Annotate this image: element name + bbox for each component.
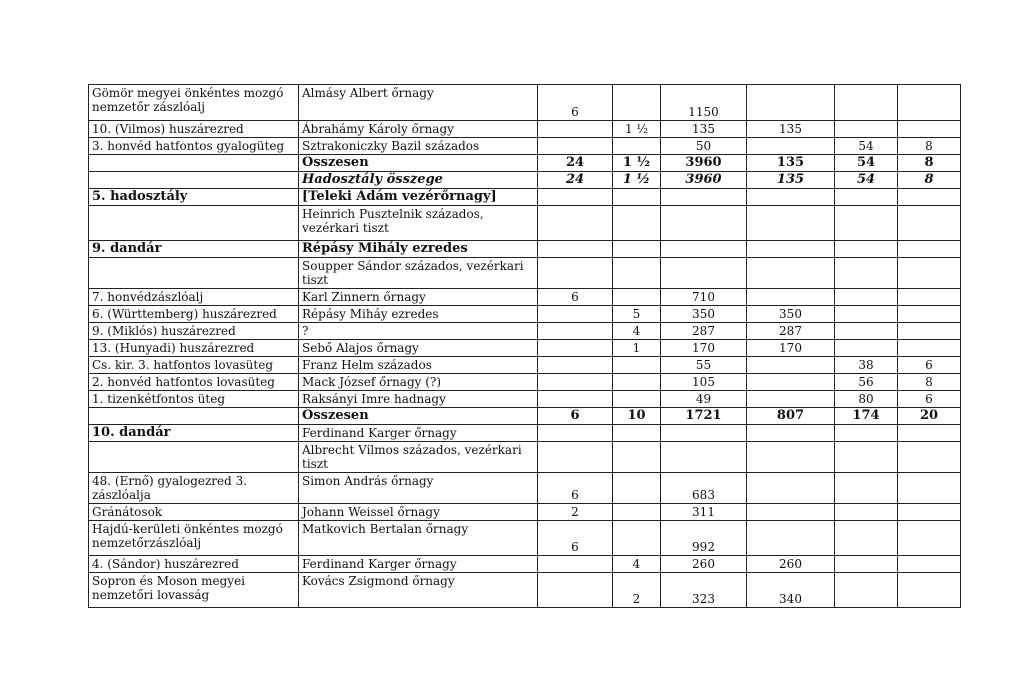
cell-value (835, 241, 898, 258)
cell-value (747, 473, 835, 504)
cell-value: 54 (835, 138, 898, 155)
table-row (89, 340, 961, 357)
cell-value (538, 306, 613, 323)
cell-value (835, 425, 898, 442)
cell-unit: 7. honvédzászlóalj (89, 289, 299, 306)
cell-value (613, 374, 661, 391)
cell-commander: ? (299, 323, 538, 340)
cell-value (898, 573, 961, 608)
table-row (89, 425, 961, 442)
table-row (89, 521, 961, 556)
table-row (89, 473, 961, 504)
table-row (89, 391, 961, 408)
cell-unit (89, 155, 299, 172)
cell-value (747, 241, 835, 258)
cell-unit: Sopron és Moson megyei nemzetőri lovasság (89, 573, 299, 608)
cell-value (613, 442, 661, 473)
table-row (89, 289, 961, 306)
cell-unit: 4. (Sándor) huszárezred (89, 556, 299, 573)
table-row (89, 121, 961, 138)
cell-commander: Mack József őrnagy (?) (299, 374, 538, 391)
cell-value: 683 (661, 473, 747, 504)
cell-unit: 9. (Miklós) huszárezred (89, 323, 299, 340)
cell-value (613, 504, 661, 521)
cell-value: 323 (661, 573, 747, 608)
cell-unit (89, 258, 299, 289)
cell-value: 6 (898, 357, 961, 374)
cell-value (747, 357, 835, 374)
table-row (89, 408, 961, 425)
table-row (89, 206, 961, 241)
cell-value: 6 (538, 85, 613, 121)
cell-value (538, 206, 613, 241)
cell-value (835, 289, 898, 306)
cell-unit (89, 408, 299, 425)
cell-value (835, 206, 898, 241)
cell-value: 8 (898, 138, 961, 155)
cell-value (661, 206, 747, 241)
cell-value (898, 306, 961, 323)
cell-value (538, 241, 613, 258)
cell-value: 49 (661, 391, 747, 408)
cell-value (538, 121, 613, 138)
cell-unit (89, 206, 299, 241)
cell-value: 287 (661, 323, 747, 340)
cell-value (898, 473, 961, 504)
cell-value: 6 (538, 473, 613, 504)
cell-value (835, 258, 898, 289)
cell-value: 24 (538, 155, 613, 172)
cell-value (835, 504, 898, 521)
cell-unit: 13. (Hunyadi) huszárezred (89, 340, 299, 357)
cell-value (613, 85, 661, 121)
cell-value: 2 (613, 573, 661, 608)
cell-commander: Almásy Albert őrnagy (299, 85, 538, 121)
cell-value (898, 504, 961, 521)
cell-value (538, 556, 613, 573)
cell-unit: 48. (Ernő) gyalogezred 3. zászlóalja (89, 473, 299, 504)
cell-value: 807 (747, 408, 835, 425)
cell-unit: Gránátosok (89, 504, 299, 521)
cell-value (898, 258, 961, 289)
cell-value (835, 306, 898, 323)
cell-value (898, 289, 961, 306)
cell-value: 1 ½ (613, 121, 661, 138)
table-row (89, 323, 961, 340)
table-row (89, 138, 961, 155)
cell-value: 3960 (661, 172, 747, 189)
cell-unit: 2. honvéd hatfontos lovasüteg (89, 374, 299, 391)
cell-value (835, 340, 898, 357)
cell-value (747, 374, 835, 391)
cell-value: 350 (661, 306, 747, 323)
cell-value (898, 241, 961, 258)
cell-commander: Albrecht Vilmos százados, vezérkari tiszt (299, 442, 538, 473)
cell-value: 260 (661, 556, 747, 573)
cell-unit: 3. honvéd hatfontos gyalogüteg (89, 138, 299, 155)
cell-value: 260 (747, 556, 835, 573)
cell-value (613, 138, 661, 155)
cell-value: 311 (661, 504, 747, 521)
cell-commander: Ferdinand Karger őrnagy (299, 556, 538, 573)
cell-unit: 9. dandár (89, 241, 299, 258)
cell-value (538, 442, 613, 473)
cell-value: 350 (747, 306, 835, 323)
cell-value (747, 521, 835, 556)
cell-value (898, 206, 961, 241)
cell-unit (89, 442, 299, 473)
cell-commander: Sebő Alajos őrnagy (299, 340, 538, 357)
cell-value: 135 (747, 121, 835, 138)
cell-value (538, 340, 613, 357)
cell-value (613, 425, 661, 442)
table-row (89, 573, 961, 608)
cell-value (747, 138, 835, 155)
cell-commander: Johann Weissel őrnagy (299, 504, 538, 521)
cell-value: 135 (747, 155, 835, 172)
cell-value (538, 357, 613, 374)
table-row (89, 442, 961, 473)
cell-value (747, 504, 835, 521)
cell-value: 56 (835, 374, 898, 391)
table-row (89, 504, 961, 521)
cell-value (613, 473, 661, 504)
cell-value (898, 442, 961, 473)
table-row (89, 189, 961, 206)
cell-value (538, 573, 613, 608)
cell-value (747, 189, 835, 206)
cell-value (898, 85, 961, 121)
cell-value (538, 374, 613, 391)
cell-value: 1 ½ (613, 155, 661, 172)
cell-value (835, 189, 898, 206)
cell-value (898, 189, 961, 206)
table-body (89, 85, 961, 608)
cell-commander: Összesen (299, 408, 538, 425)
cell-value (613, 206, 661, 241)
cell-value: 710 (661, 289, 747, 306)
cell-value (661, 189, 747, 206)
cell-value (835, 573, 898, 608)
cell-value (747, 289, 835, 306)
cell-value: 8 (898, 172, 961, 189)
cell-unit: Cs. kir. 3. hatfontos lovasüteg (89, 357, 299, 374)
cell-commander: Raksányi Imre hadnagy (299, 391, 538, 408)
cell-value: 170 (661, 340, 747, 357)
table-row (89, 556, 961, 573)
cell-commander: Répásy Miháy ezredes (299, 306, 538, 323)
cell-commander: Ábrahámy Károly őrnagy (299, 121, 538, 138)
cell-value (835, 473, 898, 504)
cell-value: 1721 (661, 408, 747, 425)
table-row (89, 85, 961, 121)
cell-unit: 10. (Vilmos) huszárezred (89, 121, 299, 138)
cell-value: 4 (613, 556, 661, 573)
cell-value: 8 (898, 155, 961, 172)
cell-value: 10 (613, 408, 661, 425)
table-row (89, 306, 961, 323)
cell-value: 105 (661, 374, 747, 391)
cell-commander: Összesen (299, 155, 538, 172)
cell-value (538, 258, 613, 289)
cell-unit: 6. (Württemberg) huszárezred (89, 306, 299, 323)
cell-value (835, 556, 898, 573)
cell-commander: Ferdinand Karger őrnagy (299, 425, 538, 442)
cell-value (898, 556, 961, 573)
cell-commander: [Teleki Ádám vezérőrnagy] (299, 189, 538, 206)
cell-commander: Soupper Sándor százados, vezérkari tiszt (299, 258, 538, 289)
cell-value (613, 357, 661, 374)
cell-value (538, 323, 613, 340)
cell-value (613, 289, 661, 306)
cell-value (613, 241, 661, 258)
cell-value (898, 121, 961, 138)
table-row (89, 241, 961, 258)
cell-value (538, 189, 613, 206)
cell-value: 8 (898, 374, 961, 391)
cell-value (747, 442, 835, 473)
cell-value: 6 (538, 408, 613, 425)
cell-value: 3960 (661, 155, 747, 172)
cell-value (747, 425, 835, 442)
cell-unit (89, 172, 299, 189)
cell-value: 1 ½ (613, 172, 661, 189)
cell-unit: Hajdú-kerületi önkéntes mozgó nemzetőrzászlóalj (89, 521, 299, 556)
cell-value (661, 425, 747, 442)
cell-commander: Kovács Zsigmond őrnagy (299, 573, 538, 608)
cell-value (613, 391, 661, 408)
cell-value: 38 (835, 357, 898, 374)
cell-unit: Gömör megyei önkéntes mozgó nemzetőr zászlóalj (89, 85, 299, 121)
cell-value: 992 (661, 521, 747, 556)
cell-commander: Matkovich Bertalan őrnagy (299, 521, 538, 556)
cell-value (538, 391, 613, 408)
cell-value (747, 258, 835, 289)
cell-commander: Franz Helm százados (299, 357, 538, 374)
cell-commander: Répásy Mihály ezredes (299, 241, 538, 258)
cell-value: 135 (661, 121, 747, 138)
cell-value: 54 (835, 155, 898, 172)
cell-value: 340 (747, 573, 835, 608)
cell-value: 4 (613, 323, 661, 340)
cell-value (835, 323, 898, 340)
cell-value: 80 (835, 391, 898, 408)
cell-value (835, 442, 898, 473)
cell-value: 135 (747, 172, 835, 189)
troop-table (88, 84, 961, 608)
cell-value: 24 (538, 172, 613, 189)
cell-value (898, 521, 961, 556)
cell-value: 6 (898, 391, 961, 408)
table-row (89, 357, 961, 374)
cell-value (538, 138, 613, 155)
cell-commander: Sztrakoniczky Bazil százados (299, 138, 538, 155)
table-row (89, 374, 961, 391)
cell-value: 5 (613, 306, 661, 323)
cell-value: 55 (661, 357, 747, 374)
table-row (89, 155, 961, 172)
cell-value (835, 521, 898, 556)
cell-value (898, 323, 961, 340)
cell-commander: Hadosztály összege (299, 172, 538, 189)
cell-value: 6 (538, 289, 613, 306)
cell-value (661, 442, 747, 473)
cell-value (747, 391, 835, 408)
cell-value: 54 (835, 172, 898, 189)
table-row (89, 172, 961, 189)
cell-value: 170 (747, 340, 835, 357)
cell-value: 2 (538, 504, 613, 521)
cell-value: 1 (613, 340, 661, 357)
cell-value: 174 (835, 408, 898, 425)
cell-value (538, 425, 613, 442)
cell-unit: 10. dandár (89, 425, 299, 442)
cell-commander: Karl Zinnern őrnagy (299, 289, 538, 306)
cell-value (835, 121, 898, 138)
cell-value: 50 (661, 138, 747, 155)
cell-value (898, 425, 961, 442)
cell-commander: Heinrich Pusztelnik százados, vezérkari tiszt (299, 206, 538, 241)
table-row (89, 258, 961, 289)
cell-unit: 1. tizenkétfontos üteg (89, 391, 299, 408)
cell-value (747, 85, 835, 121)
cell-value (835, 85, 898, 121)
cell-value (661, 241, 747, 258)
cell-commander: Simon András őrnagy (299, 473, 538, 504)
cell-unit: 5. hadosztály (89, 189, 299, 206)
cell-value: 6 (538, 521, 613, 556)
cell-value (898, 340, 961, 357)
cell-value (613, 258, 661, 289)
cell-value (613, 189, 661, 206)
cell-value (661, 258, 747, 289)
cell-value: 287 (747, 323, 835, 340)
cell-value: 20 (898, 408, 961, 425)
cell-value (613, 521, 661, 556)
cell-value: 1150 (661, 85, 747, 121)
cell-value (747, 206, 835, 241)
